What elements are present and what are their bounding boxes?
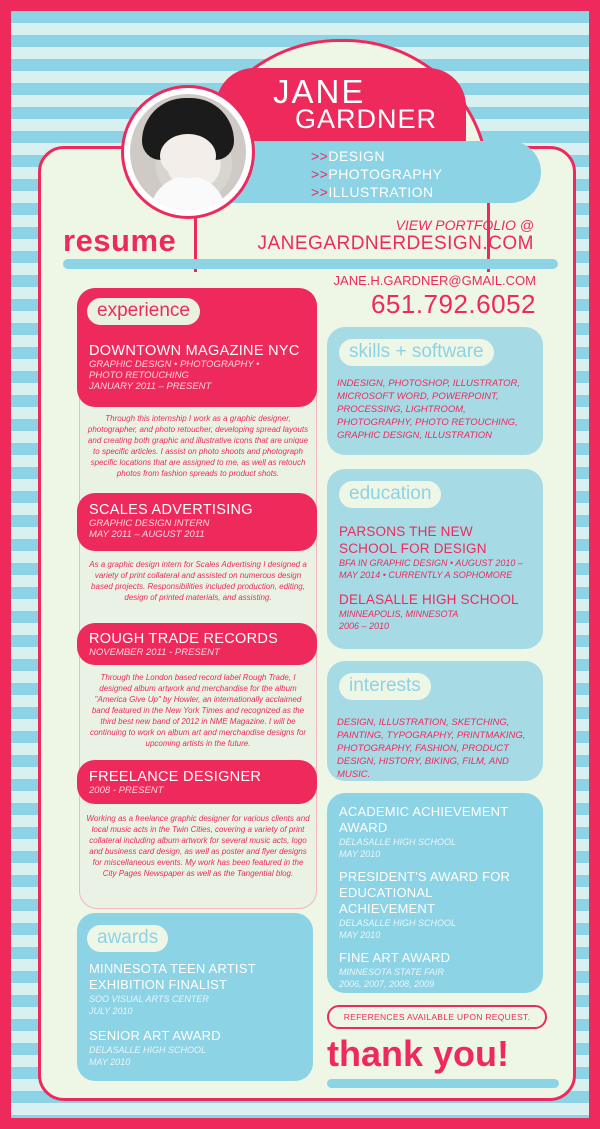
job-description: Through this internship I work as a graphic designer, photographer, and photo retoucher, developing spread layouts and creating both graphic and illustrative icons that are unique to specific articles. I assist on photo shoots and photograph specific locations that are assigned to me, as well as retouch photos from fashion spreads to product shots. [87, 414, 309, 478]
header-divider [63, 259, 558, 269]
resume-title: resume [63, 223, 177, 258]
discipline-design: >>DESIGN [311, 148, 386, 164]
last-name: GARDNER [295, 104, 438, 134]
first-name: JANE [273, 73, 366, 110]
honor-date: MAY 2010 [339, 849, 381, 859]
job-downtown-magazine [77, 288, 317, 407]
job-title: DOWNTOWN MAGAZINE NYC [89, 343, 300, 359]
job-subtitle: NOVEMBER 2011 - PRESENT [89, 647, 220, 658]
award-title: MINNESOTA TEEN ARTIST EXHIBITION FINALIST [89, 961, 256, 992]
portfolio-label: VIEW PORTFOLIO @ [395, 217, 534, 233]
job-subtitle: 2008 - PRESENT [89, 785, 164, 796]
awards-heading: awards [87, 925, 168, 952]
skills-list: INDESIGN, PHOTOSHOP, ILLUSTRATOR, MICROSOFT WORD, POWERPOINT, PROCESSING, LIGHTROOM, PHOTOGRAPHY, PHOTO RETOUCHING, GRAPHIC DESIGN, ILLUSTRATION [337, 378, 521, 441]
job-dates: JANUARY 2011 – PRESENT [89, 381, 212, 392]
job-freelance [77, 760, 317, 804]
award-date: JULY 2010 [89, 1006, 133, 1016]
award-org: DELASALLE HIGH SCHOOL [89, 1045, 207, 1055]
education-panel [327, 469, 543, 649]
references-note: REFERENCES AVAILABLE UPON REQUEST. [327, 1005, 547, 1029]
job-title: FREELANCE DESIGNER [89, 769, 262, 785]
skills-panel [327, 327, 543, 455]
job-title: ROUGH TRADE RECORDS [89, 631, 279, 647]
job-rough-trade [77, 623, 317, 665]
honor-title: ACADEMIC ACHIEVEMENT AWARD [339, 804, 509, 835]
honor-title: PRESIDENT'S AWARD FOR EDUCATIONAL ACHIEVEMENT [339, 869, 511, 916]
honor-org: MINNESOTA STATE FAIR [339, 967, 445, 977]
award-date: MAY 2010 [89, 1057, 131, 1067]
footer-divider [327, 1079, 559, 1088]
skills-heading: skills + software [339, 339, 494, 366]
email-link[interactable]: JANE.H.GARDNER@GMAIL.COM [333, 273, 536, 288]
school-name: DELASALLE HIGH SCHOOL [339, 592, 519, 607]
experience-heading: experience [87, 298, 200, 325]
award-org: SOO VISUAL ARTS CENTER [89, 994, 209, 1004]
job-description: Working as a freelance graphic designer for various clients and local music acts in the Twin Cities, covering a variety of print collateral including album artwork for several music acts, logo and business card design, as well as poster and flyer designs for miscellaneous events. My work has been featured in the City Pages Newspaper as well as the Tangential blog. [86, 814, 310, 878]
job-subtitle: GRAPHIC DESIGN • PHOTOGRAPHY • PHOTO RETOUCHING [89, 359, 260, 381]
job-description: Through the London based record label Rough Trade, I designed album artwork and merchandise for the album "America Give Up" by Howler, an internationally acclaimed band featured in the New York Times and recognized as the third best new band of 2012 in NME Magazine. I will be continuing to work on album art and merchandise designs for upcoming artists in the future. [89, 673, 307, 748]
school-detail: MINNEAPOLIS, MINNESOTA [339, 609, 459, 619]
school-name: PARSONS THE NEW SCHOOL FOR DESIGN [339, 524, 487, 556]
honor-org: DELASALLE HIGH SCHOOL [339, 918, 457, 928]
award-title: SENIOR ART AWARD [89, 1028, 221, 1043]
profile-photo [121, 85, 255, 219]
job-dates: MAY 2011 – AUGUST 2011 [89, 529, 205, 540]
job-title: SCALES ADVERTISING [89, 502, 253, 518]
phone-number: 651.792.6052 [370, 289, 536, 319]
job-subtitle: GRAPHIC DESIGN INTERN [89, 518, 210, 529]
job-description: As a graphic design intern for Scales Advertising I designed a variety of print collateral and assisted on numerous design based projects. Responsibilities included production, editing, design of printed materials, and assisting. [89, 560, 307, 602]
honor-date: 2006, 2007, 2008, 2009 [339, 979, 435, 989]
honor-title: FINE ART AWARD [339, 950, 451, 965]
interests-panel [327, 661, 543, 781]
honors-panel [327, 793, 543, 993]
education-heading: education [339, 481, 441, 508]
awards-panel [77, 913, 313, 1081]
school-years: 2006 – 2010 [339, 621, 390, 631]
discipline-photography: >>PHOTOGRAPHY [311, 166, 443, 182]
thank-you: thank you! [327, 1033, 510, 1074]
honor-date: MAY 2010 [339, 930, 381, 940]
discipline-illustration: >>ILLUSTRATION [311, 184, 434, 200]
portfolio-link[interactable]: JANEGARDNERDESIGN.COM [257, 233, 534, 254]
honor-org: DELASALLE HIGH SCHOOL [339, 837, 457, 847]
interests-list: DESIGN, ILLUSTRATION, SKETCHING, PAINTING, TYPOGRAPHY, PRINTMAKING, PHOTOGRAPHY, FASHION, PRODUCT DESIGN, HISTORY, BIKING, FILM, AND MUSIC. [337, 717, 526, 780]
interests-heading: interests [339, 673, 431, 700]
school-detail: BFA IN GRAPHIC DESIGN • AUGUST 2010 – MAY 2014 • CURRENTLY A SOPHOMORE [339, 558, 523, 580]
job-scales-advertising [77, 493, 317, 551]
